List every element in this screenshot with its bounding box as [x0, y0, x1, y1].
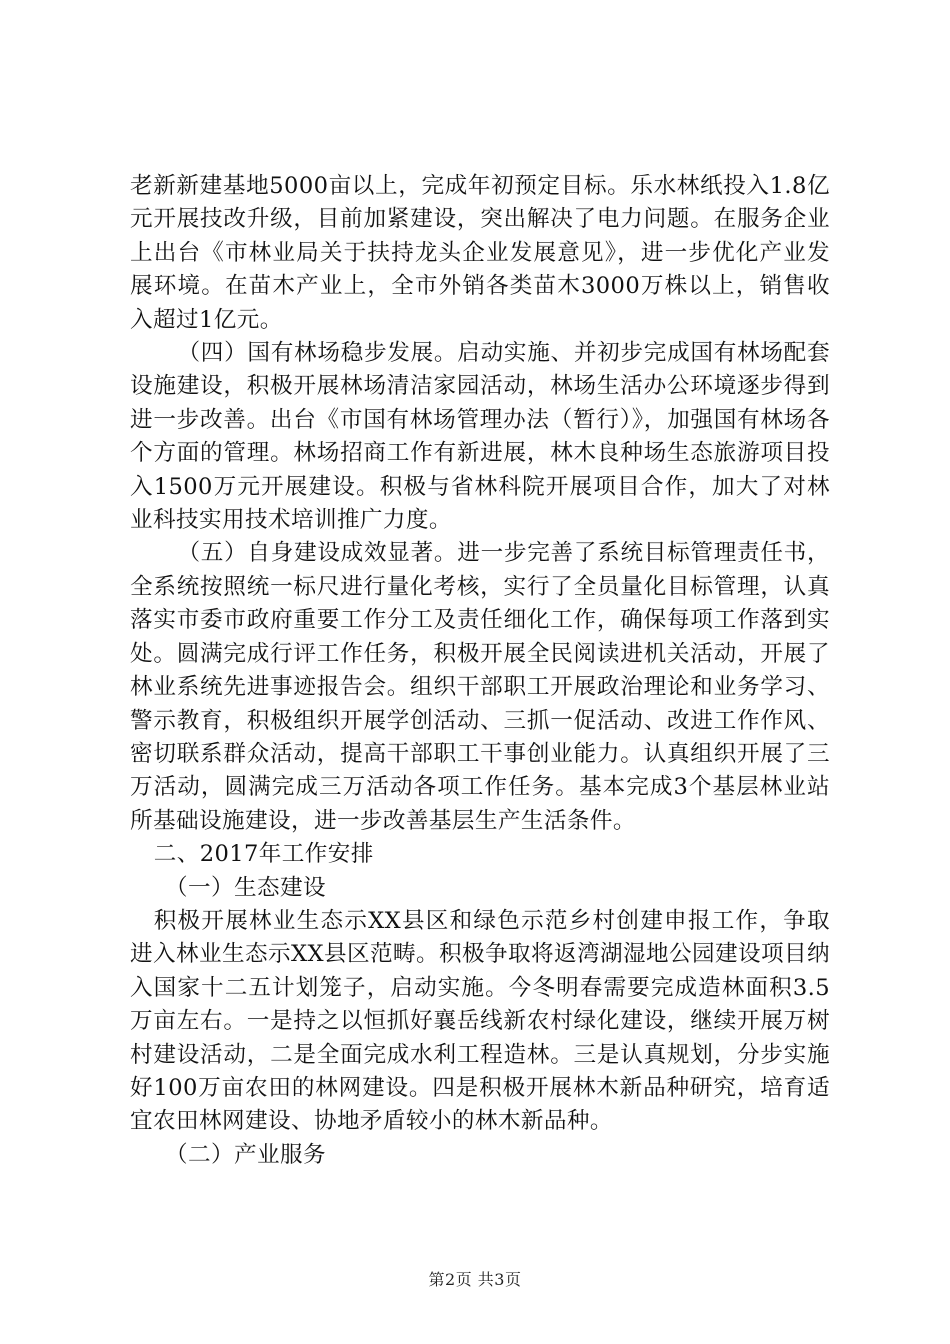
paragraph-self-construction: （五）自身建设成效显著。进一步完善了系统目标管理责任书，全系统按照统一标尺进行量化考核，实行了全员量化目标管理，认真落实市委市政府重要工作分工及责任细化工作，确保每项工作落到实处。圆满完成行评工作任务，积极开展全民阅读进机关活动，开展了林业系统先进事迹报告会。组织干部职工开展政治理论和业务学习、警示教育，积极组织开展学创活动、三抓一促活动、改进工作作风、密切联系群众活动，提高干部职工干事创业能力。认真组织开展了三万活动，圆满完成三万活动各项工作任务。基本完成3个基层林业站所基础设施建设，进一步改善基层生产生活条件。	[130, 540, 830, 834]
section-heading-2017-plan: 二、2017年工作安排	[153, 841, 374, 868]
document-body	[130, 170, 830, 1172]
page-footer: 第2页 共3页	[428, 1270, 522, 1289]
paragraph-forestry-industry: 老新新建基地5000亩以上，完成年初预定目标。乐水林纸投入1.8亿元开展技改升级，目前加紧建设，突出解决了电力问题。在服务企业上出台《市林业局关于扶持龙头企业发展意见》，进一步优化产业发展环境。在苗木产业上，全市外销各类苗木3000万株以上，销售收入超过1亿元。	[130, 173, 830, 333]
paragraph-ecological-construction: 积极开展林业生态示XX县区和绿色示范乡村创建申报工作，争取进入林业生态示XX县区范畴。积极争取将返湾湖湿地公园建设项目纳入国家十二五计划笼子，启动实施。今冬明春需要完成造林面积3.5万亩左右。一是持之以恒抓好襄岳线新农村绿化建设，继续开展万树村建设活动，二是全面完成水利工程造林。三是认真规划，分步实施好100万亩农田的林网建设。四是积极开展林木新品种研究，培育适宜农田林网建设、协地矛盾较小的林木新品种。	[130, 907, 830, 1135]
paragraph-state-forest-farms: （四）国有林场稳步发展。启动实施、并初步完成国有林场配套设施建设，积极开展林场清洁家园活动，林场生活办公环境逐步得到进一步改善。出台《市国有林场管理办法（暂行）》，加强国有林场各个方面的管理。林场招商工作有新进展，林木良种场生态旅游项目投入1500万元开展建设。积极与省林科院开展项目合作，加大了对林业科技实用技术培训推广力度。	[130, 340, 830, 534]
subheading-industry-service: （二）产业服务	[165, 1141, 326, 1168]
subheading-ecological-construction: （一）生态建设	[165, 874, 326, 901]
